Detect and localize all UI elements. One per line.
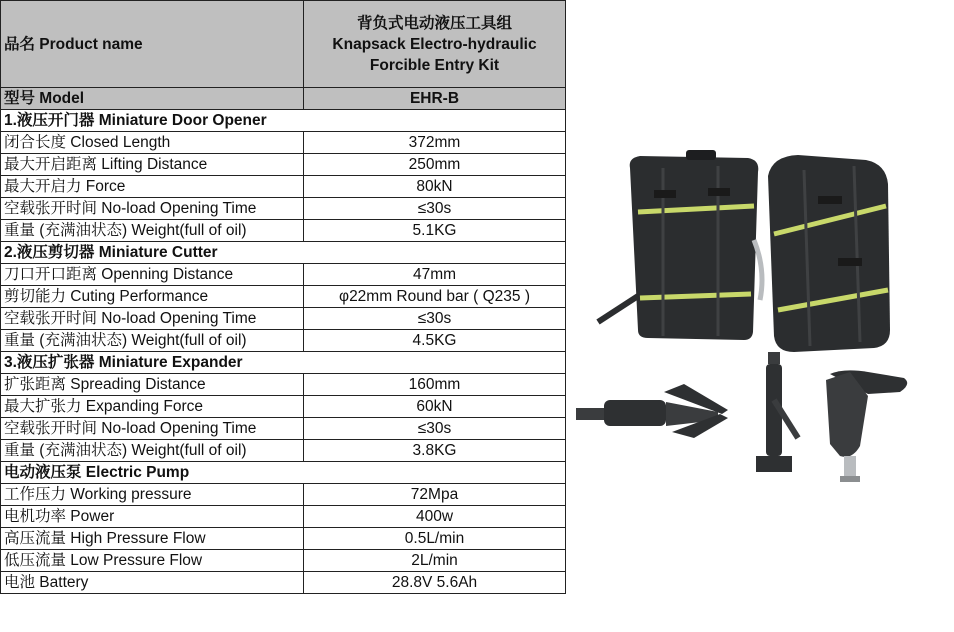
spec-label: 闭合长度 Closed Length (1, 132, 304, 154)
spec-value: ≤30s (304, 418, 566, 440)
spec-row (1, 220, 566, 242)
backpack-right (768, 155, 890, 352)
section-title: 电动液压泵 Electric Pump (1, 462, 566, 484)
spec-row (1, 396, 566, 418)
section-title: 2.液压剪切器 Miniature Cutter (1, 242, 566, 264)
section-title-row (1, 352, 566, 374)
model-label: 型号 Model (1, 88, 304, 110)
spec-label: 空载张开时间 No-load Opening Time (1, 198, 304, 220)
spec-row (1, 572, 566, 594)
spec-label: 刀口开口距离 Openning Distance (1, 264, 304, 286)
spec-value: 72Mpa (304, 484, 566, 506)
spec-value: φ22mm Round bar ( Q235 ) (304, 286, 566, 308)
spec-label: 最大开启距离 Lifting Distance (1, 154, 304, 176)
section-title: 3.液压扩张器 Miniature Expander (1, 352, 566, 374)
model-value: EHR-B (304, 88, 566, 110)
spec-label: 空载张开时间 No-load Opening Time (1, 418, 304, 440)
backpack-left (598, 150, 758, 340)
spec-label: 空载张开时间 No-load Opening Time (1, 308, 304, 330)
spec-value: 250mm (304, 154, 566, 176)
product-name-value (304, 1, 566, 88)
spec-row (1, 132, 566, 154)
spec-row (1, 484, 566, 506)
section-title-row (1, 242, 566, 264)
spec-value: 3.8KG (304, 440, 566, 462)
spec-label: 重量 (充满油状态) Weight(full of oil) (1, 330, 304, 352)
spec-label: 最大扩张力 Expanding Force (1, 396, 304, 418)
spec-label: 扩张距离 Spreading Distance (1, 374, 304, 396)
spec-value: 372mm (304, 132, 566, 154)
section-title-row (1, 110, 566, 132)
product-name-line: 背负式电动液压工具组 (356, 14, 512, 32)
product-name-line: Knapsack Electro-hydraulic (332, 35, 537, 53)
spec-row (1, 264, 566, 286)
spec-value: ≤30s (304, 308, 566, 330)
spec-row (1, 198, 566, 220)
spec-value: 28.8V 5.6Ah (304, 572, 566, 594)
spec-value: 160mm (304, 374, 566, 396)
spec-row (1, 154, 566, 176)
spec-row (1, 506, 566, 528)
spec-label: 重量 (充满油状态) Weight(full of oil) (1, 220, 304, 242)
spec-row (1, 418, 566, 440)
spec-label: 电池 Battery (1, 572, 304, 594)
spec-row (1, 374, 566, 396)
section-title-row (1, 462, 566, 484)
spec-value: 4.5KG (304, 330, 566, 352)
spec-row (1, 308, 566, 330)
product-photo (568, 0, 954, 627)
spec-label: 低压流量 Low Pressure Flow (1, 550, 304, 572)
spec-row (1, 176, 566, 198)
spec-label: 电机功率 Power (1, 506, 304, 528)
spec-row (1, 330, 566, 352)
spec-value: 60kN (304, 396, 566, 418)
door-opener-tool (756, 352, 798, 472)
spec-label: 剪切能力 Cuting Performance (1, 286, 304, 308)
cutter-tool (826, 370, 907, 482)
spec-label: 重量 (充满油状态) Weight(full of oil) (1, 440, 304, 462)
product-name-label: 品名 Product name (1, 1, 304, 88)
spec-value: 400w (304, 506, 566, 528)
spec-label: 最大开启力 Force (1, 176, 304, 198)
spec-row (1, 528, 566, 550)
product-photo-backpacks-and-tools-icon (568, 0, 954, 627)
spec-value: 2L/min (304, 550, 566, 572)
spec-value: 5.1KG (304, 220, 566, 242)
section-title: 1.液压开门器 Miniature Door Opener (1, 110, 566, 132)
expander-tool (576, 384, 728, 438)
spec-value: ≤30s (304, 198, 566, 220)
spec-row (1, 440, 566, 462)
spec-row (1, 286, 566, 308)
spec-label: 高压流量 High Pressure Flow (1, 528, 304, 550)
product-name-line: Forcible Entry Kit (369, 56, 500, 74)
product-name-row (1, 1, 566, 88)
spec-row (1, 550, 566, 572)
spec-value: 0.5L/min (304, 528, 566, 550)
spec-table-body (1, 1, 566, 594)
spec-value: 47mm (304, 264, 566, 286)
spec-label: 工作压力 Working pressure (1, 484, 304, 506)
model-row (1, 88, 566, 110)
spec-value: 80kN (304, 176, 566, 198)
